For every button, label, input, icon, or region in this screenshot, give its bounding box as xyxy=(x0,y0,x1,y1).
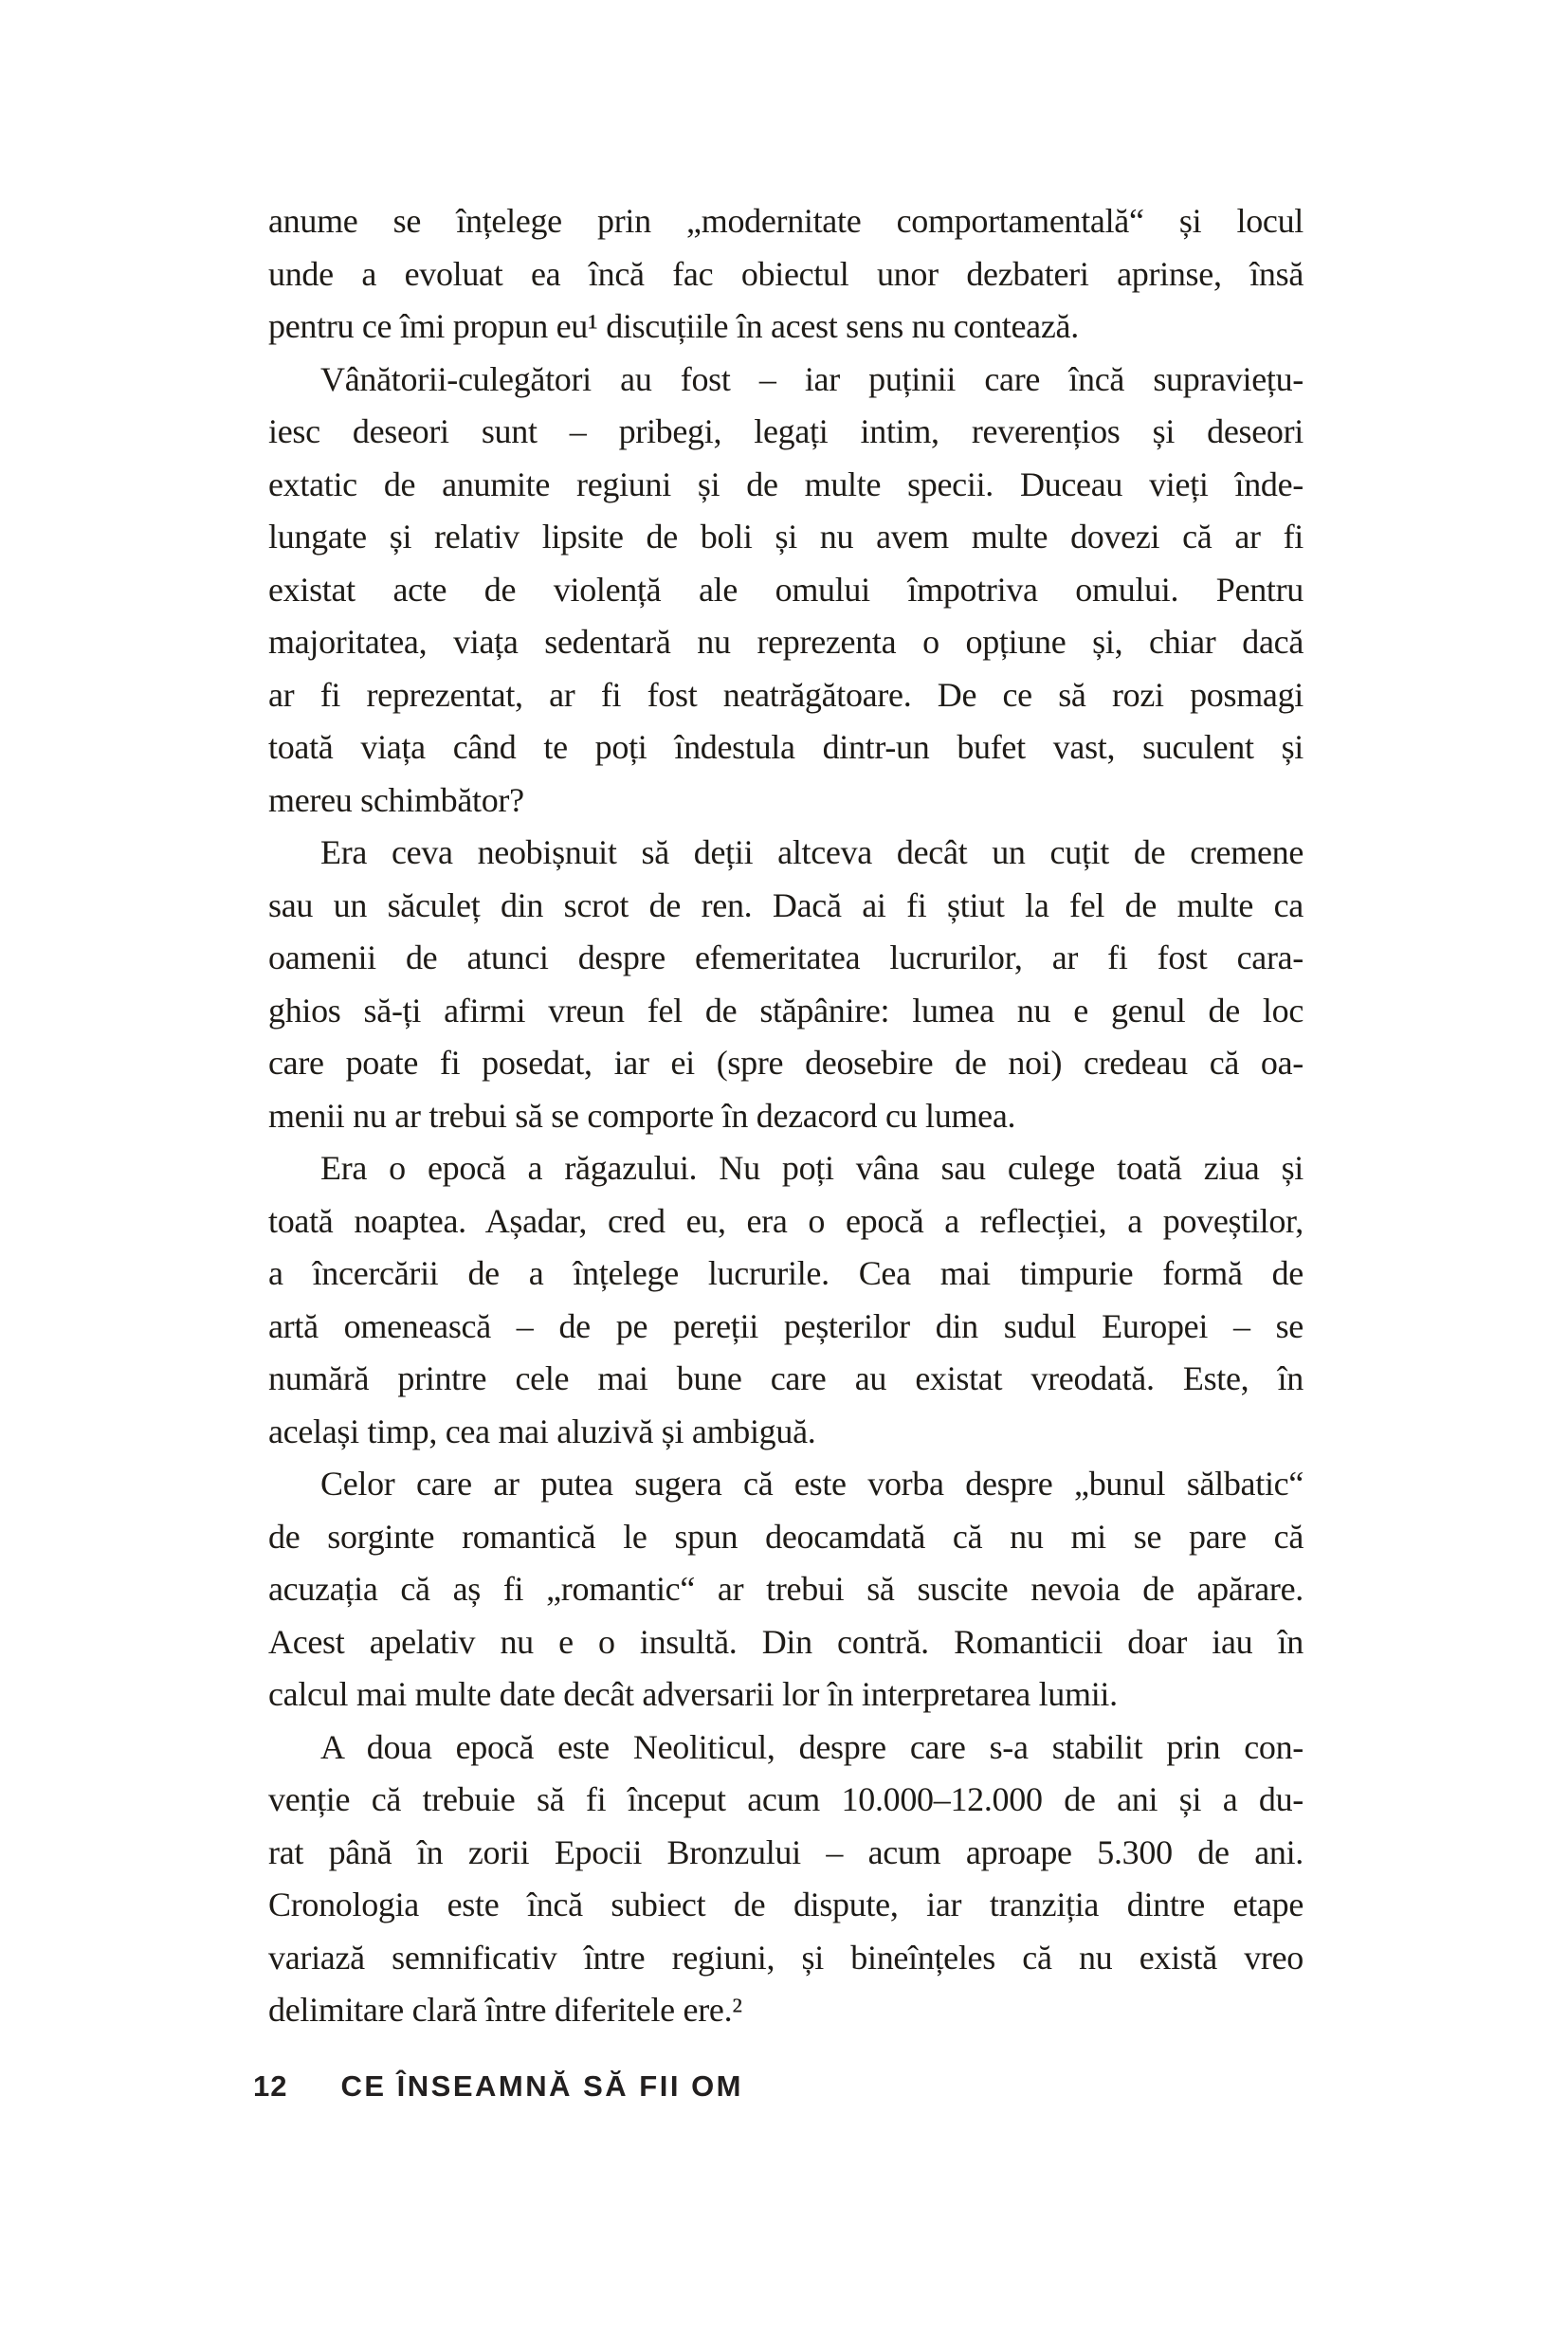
text-line: ar fi reprezentat, ar fi fost neatrăgătoare. De ce să rozi posmagi xyxy=(268,675,1304,714)
paragraph xyxy=(268,827,1304,1142)
text-line: toată viața când te poți îndestula dintr-un bufet vast, suculent și xyxy=(268,728,1304,766)
text-line: venție că trebuie să fi început acum 10.000–12.000 de ani și a du- xyxy=(268,1780,1304,1818)
text-line: majoritatea, viața sedentară nu reprezenta o opțiune și, chiar dacă xyxy=(268,623,1304,661)
text-line: a încercării de a înțelege lucrurile. Cea mai timpurie formă de xyxy=(268,1254,1304,1292)
text-line: Celor care ar putea sugera că este vorba despre „bunul sălbatic“ xyxy=(320,1465,1304,1503)
text-line: A doua epocă este Neoliticul, despre care s-a stabilit prin con- xyxy=(320,1727,1304,1766)
paragraph xyxy=(268,354,1304,828)
text-line: toată noaptea. Așadar, cred eu, era o epocă a reflecției, a poveștilor, xyxy=(268,1201,1304,1240)
text-line: Era ceva neobișnuit să deții altceva decât un cuțit de cremene xyxy=(320,833,1304,871)
text-line: Era o epocă a răgazului. Nu poți vâna sau culege toată ziua și xyxy=(320,1149,1304,1187)
body-text-block xyxy=(268,195,1304,2037)
text-line: calcul mai multe date decât adversarii lor în interpretarea lumii. xyxy=(268,1675,1118,1713)
text-line: care poate fi posedat, iar ei (spre deosebire de noi) credeau că oa- xyxy=(268,1044,1304,1082)
paragraph xyxy=(268,1142,1304,1458)
text-line: menii nu ar trebui să se comporte în dezacord cu lumea. xyxy=(268,1096,1016,1135)
text-line: Cronologia este încă subiect de dispute, iar tranziția dintre etape xyxy=(268,1886,1304,1923)
text-line: ghios să-ți afirmi vreun fel de stăpânire: lumea nu e genul de loc xyxy=(268,991,1304,1030)
text-line: pentru ce îmi propun eu¹ discuțiile în acest sens nu contează. xyxy=(268,307,1079,345)
text-line: unde a evoluat ea încă fac obiectul unor dezbateri aprinse, însă xyxy=(268,254,1304,293)
text-line: variază semnificativ între regiuni, și bineînțeles că nu există vreo xyxy=(268,1938,1304,1977)
text-line: oamenii de atunci despre efemeritatea lucrurilor, ar fi fost cara- xyxy=(268,939,1304,976)
text-line: rat până în zorii Epocii Bronzului – acum aproape 5.300 de ani. xyxy=(268,1832,1304,1871)
text-line: anume se înțelege prin „modernitate comportamentală“ și locul xyxy=(268,202,1304,240)
text-line: numără printre cele mai bune care au existat vreodată. Este, în xyxy=(268,1359,1304,1397)
text-line: extatic de anumite regiuni și de multe specii. Duceau vieți înde- xyxy=(268,465,1304,503)
text-line: de sorginte romantică le spun deocamdată că nu mi se pare că xyxy=(268,1517,1304,1556)
page-footer xyxy=(253,2069,743,2104)
page-number: 12 xyxy=(253,2069,288,2103)
paragraph xyxy=(268,1458,1304,1722)
running-title: CE ÎNSEAMNĂ SĂ FII OM xyxy=(340,2069,743,2103)
text-line: existat acte de violență ale omului împotriva omului. Pentru xyxy=(268,570,1304,609)
text-line: mereu schimbător? xyxy=(268,780,524,819)
paragraph xyxy=(268,195,1304,354)
text-line: Acest apelativ nu e o insultă. Din contră. Romanticii doar iau în xyxy=(268,1622,1304,1661)
text-line: același timp, cea mai aluzivă și ambiguă. xyxy=(268,1412,816,1450)
text-line: iesc deseori sunt – pribegi, legați intim, reverențios și deseori xyxy=(268,412,1304,450)
text-line: acuzația că aș fi „romantic“ ar trebui să suscite nevoia de apărare. xyxy=(268,1570,1304,1608)
text-line: sau un săculeț din scrot de ren. Dacă ai fi știut la fel de multe ca xyxy=(268,885,1304,924)
text-line: delimitare clară între diferitele ere.² xyxy=(268,1991,742,2029)
paragraph xyxy=(268,1722,1304,2037)
text-line: Vânătorii-culegători au fost – iar puținii care încă supraviețu- xyxy=(320,359,1304,398)
text-line: lungate și relativ lipsite de boli și nu avem multe dovezi că ar fi xyxy=(268,518,1304,556)
text-line: artă omenească – de pe pereții peșterilor din sudul Europei – se xyxy=(268,1306,1304,1345)
